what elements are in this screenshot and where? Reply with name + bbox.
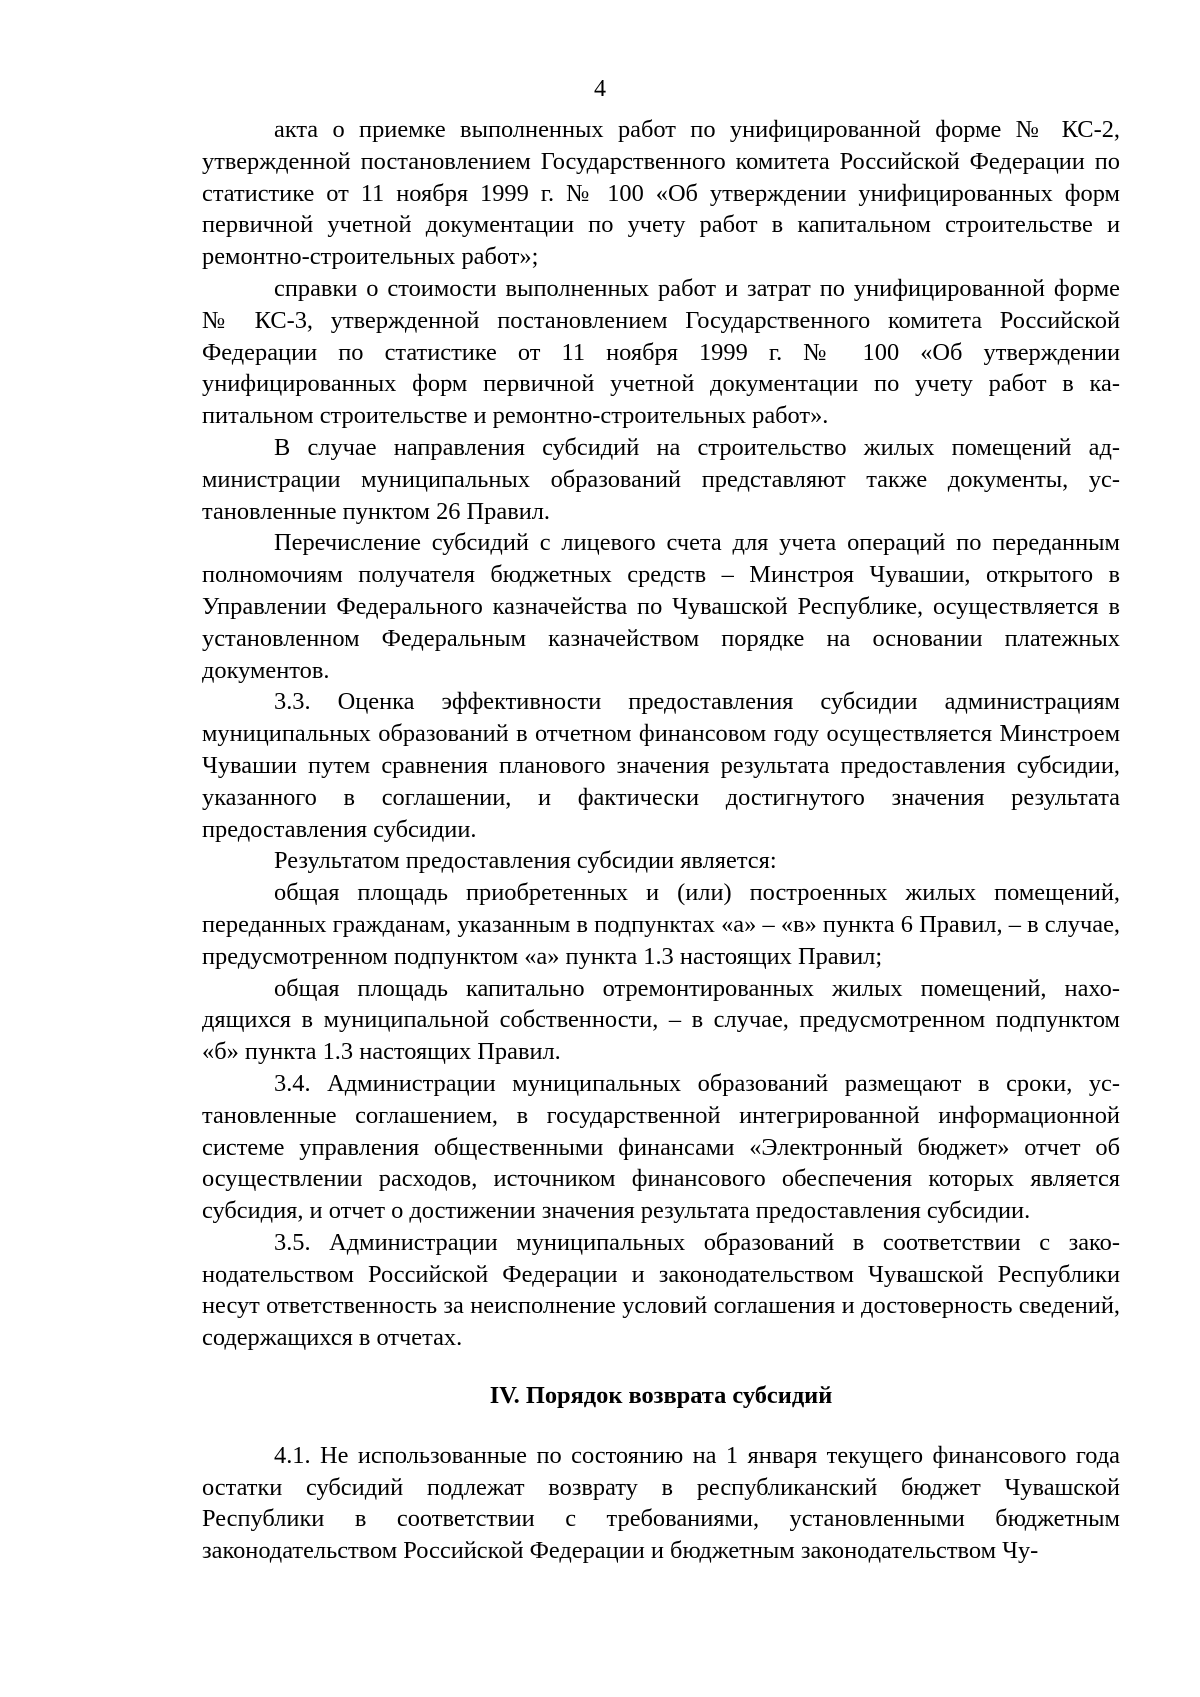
paragraph-4-1: 4.1. Не использованные по состоянию на 1 января текущего финансового года остатки субсидий подлежат возврату в республиканский бюджет Чувашской Республики в соответствии с требованиями, установленными бюджетным законодательством Российской Федерации и бюджетным законодательством Чу- (202, 1441, 1120, 1565)
page-number: 4 (594, 76, 606, 102)
document-body (202, 114, 1120, 1567)
paragraph-subsidy-transfer: Перечисление субсидий с лицевого счета для учета операций по переданным полномочиям получателя бюджетных средств – Минстроя Чувашии, открытого в Управлении Федерального казначейства по Чувашской Республике, осуществляется в установленном Федеральным казначейством порядке на основании платежных документов. (202, 529, 1120, 684)
paragraph-3-3: 3.3. Оценка эффективности предоставления субсидии администрациям муниципальных образований в отчетном финансовом году осуществляется Минстроем Чувашии путем сравнения планового значения результата предоставления субсидии, указанного в соглашении, и фактически достигнутого значения результата предоставления субсидии. (202, 688, 1120, 843)
paragraph-ks3-certificate: справки о стоимости выполненных работ и затрат по унифицированной форме № КС-3, утвержденной постановлением Государственного комитета Российской Федерации по статистике от 11 ноября 1999 г. № 100 «Об утверждении унифицированных форм первичной учетной документации по учету работ в капитальном строительстве и ремонтно-строительных работ». (202, 274, 1120, 430)
paragraph-construction-documents: В случае направления субсидий на строительство жилых помещений администрации муниципальных образований представляют также документы, установленные пунктом 26 Правил. (202, 433, 1120, 525)
paragraph-result-area-repaired: общая площадь капитально отремонтированных жилых помещений, находящихся в муниципальной собственности, – в случае, предусмотренном подпунктом «б» пункта 1.3 настоящих Правил. (202, 974, 1120, 1066)
paragraph-result-area-acquired: общая площадь приобретенных и (или) построенных жилых помещений, переданных гражданам, указанным в подпунктах «а» – «в» пункта 6 Правил, – в случае, предусмотренном подпунктом «а» пункта 1.3 настоящих Правил; (202, 879, 1120, 970)
paragraph-result-intro: Результатом предоставления субсидии является: (274, 847, 777, 875)
paragraph-3-4: 3.4. Администрации муниципальных образований размещают в сроки, установленные соглашением, в государственной интегрированной информационной системе управления общественными финансами «Электронный бюджет» отчет об осуществлении расходов, источником финансового обеспечения которых является субсидия, и отчет о достижении значения результата предоставления субсидии. (202, 1069, 1120, 1225)
paragraph-3-5: 3.5. Администрации муниципальных образований в соответствии с законодательством Российской Федерации и законодательством Чувашской Республики несут ответственность за неисполнение условий соглашения и достоверность сведений, содержащихся в отчетах. (202, 1228, 1120, 1352)
section-heading: IV. Порядок возврата субсидий (489, 1382, 833, 1410)
paragraph-ks2-act: акта о приемке выполненных работ по унифицированной форме № КС-2, утвержденной постановлением Государственного комитета Российской Федерации по статистике от 11 ноября 1999 г. № 100 «Об утверждении унифицированных форм первичной учетной документации по учету работ в капитальном строительстве и ремонтно-строительных работ»; (202, 116, 1120, 271)
